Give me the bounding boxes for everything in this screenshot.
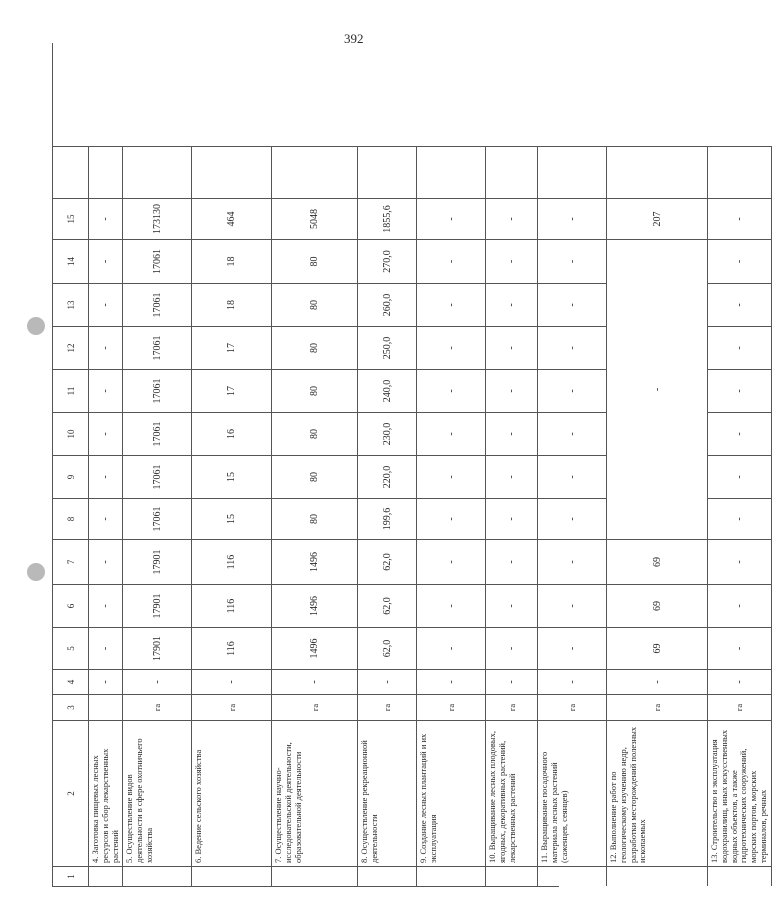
value-cell: 15 — [192, 455, 272, 498]
column-header-12: 12 — [53, 326, 89, 369]
value-cell: - — [417, 455, 486, 498]
value-cell: - — [538, 326, 607, 369]
page-number: 392 — [344, 31, 364, 46]
value-cell: - — [89, 584, 123, 627]
value-cell: - — [486, 455, 538, 498]
value-cell: - — [486, 369, 538, 412]
value-cell: 1855,6 — [358, 198, 417, 239]
empty-margin-cell — [538, 146, 607, 198]
punch-hole-bottom — [27, 563, 45, 581]
value-cell: - — [417, 239, 486, 283]
value-cell: 62,0 — [358, 539, 417, 584]
value-cell: - — [417, 326, 486, 369]
value-cell: - — [538, 584, 607, 627]
unit-cell: га — [272, 694, 358, 720]
value-cell: - — [417, 283, 486, 326]
column-header-13: 13 — [53, 283, 89, 326]
value-cell: - — [538, 498, 607, 539]
value-cell: - — [486, 412, 538, 455]
empty-margin-cell — [417, 146, 486, 198]
value-cell: 80 — [272, 498, 358, 539]
value-cell: 80 — [272, 239, 358, 283]
value-cell: - — [708, 369, 772, 412]
activity-name: 10. Выращивание лесных плодовых, ягодных, декоративных растений, лекарственных растений — [486, 720, 538, 866]
value-cell: 69 — [607, 539, 708, 584]
empty-margin-cell — [192, 146, 272, 198]
value-cell: - — [708, 627, 772, 669]
row-index-cell — [538, 866, 607, 886]
column-header-7: 7 — [53, 539, 89, 584]
row-index-cell — [192, 866, 272, 886]
value-cell: 1496 — [272, 584, 358, 627]
activity-name: 12. Выполнение работ по геологическому изучению недр, разработки месторождений полезных ископаемых — [607, 720, 708, 866]
activity-name: 8. Осуществление рекреационной деятельности — [358, 720, 417, 866]
value-cell: - — [417, 369, 486, 412]
value-cell: 17061 — [123, 239, 192, 283]
value-cell: - — [486, 669, 538, 694]
row-index-cell — [358, 866, 417, 886]
value-cell: - — [708, 239, 772, 283]
value-cell: 17061 — [123, 455, 192, 498]
column-header-11: 11 — [53, 369, 89, 412]
value-cell: 15 — [192, 498, 272, 539]
data-table — [52, 43, 768, 887]
value-cell: - — [708, 498, 772, 539]
unit-cell: га — [192, 694, 272, 720]
row-index-cell — [607, 866, 708, 886]
value-cell: 17061 — [123, 369, 192, 412]
unit-cell — [89, 694, 123, 720]
empty-margin-cell — [123, 146, 192, 198]
value-cell: 17901 — [123, 627, 192, 669]
value-cell: 116 — [192, 584, 272, 627]
column-header-15: 15 — [53, 198, 89, 239]
value-cell: - — [89, 627, 123, 669]
unit-cell: га — [708, 694, 772, 720]
empty-margin-cell — [708, 146, 772, 198]
value-cell: - — [708, 455, 772, 498]
value-cell: - — [708, 539, 772, 584]
value-cell: - — [417, 627, 486, 669]
value-cell: - — [89, 669, 123, 694]
merged-value-cell: - — [607, 239, 708, 539]
value-cell: - — [538, 669, 607, 694]
value-cell: - — [486, 239, 538, 283]
value-cell: - — [538, 412, 607, 455]
unit-cell: га — [417, 694, 486, 720]
column-header-10: 10 — [53, 412, 89, 455]
activity-name: 7. Осуществление научно-исследовательской деятельности, образовательной деятельности — [272, 720, 358, 866]
value-cell: 80 — [272, 455, 358, 498]
unit-cell: га — [486, 694, 538, 720]
unit-cell: га — [538, 694, 607, 720]
activity-name: 5. Осуществление видов деятельности в сфере охотничьего хозяйства — [123, 720, 192, 866]
unit-cell: га — [607, 694, 708, 720]
activity-name: 6. Ведение сельского хозяйства — [192, 720, 272, 866]
value-cell: 270,0 — [358, 239, 417, 283]
rotated-table-scan — [52, 44, 768, 887]
value-cell: 17061 — [123, 326, 192, 369]
value-cell: 230,0 — [358, 412, 417, 455]
value-cell: - — [538, 239, 607, 283]
activity-name: 4. Заготовка пищевых лесных ресурсов и сбор лекарственных растений — [89, 720, 123, 866]
value-cell: - — [708, 326, 772, 369]
value-cell: 199,6 — [358, 498, 417, 539]
row-index-cell — [272, 866, 358, 886]
value-cell: 240,0 — [358, 369, 417, 412]
value-cell: - — [486, 326, 538, 369]
value-cell: - — [89, 539, 123, 584]
value-cell: 62,0 — [358, 584, 417, 627]
value-cell: - — [417, 539, 486, 584]
activity-name: 13. Строительство и эксплуатация водохранилищ, иных искусственных водных объектов, а также гидротехнических сооружений, морских портов, морских терминалов, речных — [708, 720, 772, 866]
row-index-cell — [417, 866, 486, 886]
value-cell: - — [123, 669, 192, 694]
value-cell: - — [538, 369, 607, 412]
empty-margin-cell — [486, 146, 538, 198]
value-cell: - — [538, 198, 607, 239]
value-cell: 464 — [192, 198, 272, 239]
value-cell: 220,0 — [358, 455, 417, 498]
value-cell: - — [708, 283, 772, 326]
unit-cell: га — [358, 694, 417, 720]
value-cell: - — [486, 283, 538, 326]
column-header-6: 6 — [53, 584, 89, 627]
value-cell: 80 — [272, 326, 358, 369]
value-cell: - — [538, 539, 607, 584]
value-cell: - — [192, 669, 272, 694]
value-cell: - — [538, 627, 607, 669]
value-cell: 116 — [192, 539, 272, 584]
value-cell: 260,0 — [358, 283, 417, 326]
value-cell: 17061 — [123, 498, 192, 539]
value-cell: - — [486, 539, 538, 584]
empty-margin-cell — [358, 146, 417, 198]
value-cell: 80 — [272, 369, 358, 412]
punch-hole-top — [27, 317, 45, 335]
activity-name: 9. Создание лесных плантаций и их эксплуатация — [417, 720, 486, 866]
value-cell: - — [272, 669, 358, 694]
row-index-cell — [123, 866, 192, 886]
value-cell: - — [89, 239, 123, 283]
column-header-2: 2 — [53, 720, 89, 866]
value-cell: - — [417, 584, 486, 627]
value-cell: - — [538, 455, 607, 498]
value-cell: - — [417, 669, 486, 694]
value-cell: 207 — [607, 198, 708, 239]
value-cell: - — [89, 412, 123, 455]
column-header-8: 8 — [53, 498, 89, 539]
value-cell: - — [486, 198, 538, 239]
value-cell: - — [708, 669, 772, 694]
value-cell: 16 — [192, 412, 272, 455]
value-cell: 173130 — [123, 198, 192, 239]
value-cell: 62,0 — [358, 627, 417, 669]
value-cell: - — [708, 584, 772, 627]
value-cell: - — [358, 669, 417, 694]
column-header-1: 1 — [53, 866, 89, 886]
value-cell: - — [538, 283, 607, 326]
value-cell: - — [607, 669, 708, 694]
value-cell: 116 — [192, 627, 272, 669]
value-cell: 18 — [192, 239, 272, 283]
column-header-9: 9 — [53, 455, 89, 498]
empty-margin-cell — [272, 146, 358, 198]
value-cell: 17901 — [123, 539, 192, 584]
value-cell: 17061 — [123, 283, 192, 326]
row-index-cell — [708, 866, 772, 886]
value-cell: 80 — [272, 283, 358, 326]
value-cell: - — [708, 198, 772, 239]
column-header-14: 14 — [53, 239, 89, 283]
value-cell: 17 — [192, 326, 272, 369]
value-cell: - — [89, 498, 123, 539]
value-cell: - — [486, 584, 538, 627]
column-header-5: 5 — [53, 627, 89, 669]
value-cell: 1496 — [272, 627, 358, 669]
value-cell: - — [89, 326, 123, 369]
row-index-cell — [486, 866, 538, 886]
value-cell: - — [708, 412, 772, 455]
value-cell: - — [486, 498, 538, 539]
value-cell: 80 — [272, 412, 358, 455]
value-cell: - — [89, 283, 123, 326]
column-header-3: 3 — [53, 694, 89, 720]
value-cell: 1496 — [272, 539, 358, 584]
empty-margin-cell — [89, 146, 123, 198]
value-cell: 17 — [192, 369, 272, 412]
value-cell: 69 — [607, 584, 708, 627]
activity-name: 11. Выращивание посадочного материала лесных растений (саженцев, сеянцев) — [538, 720, 607, 866]
value-cell: 69 — [607, 627, 708, 669]
value-cell: - — [89, 369, 123, 412]
value-cell: - — [417, 198, 486, 239]
empty-margin-cell — [53, 146, 89, 198]
value-cell: 18 — [192, 283, 272, 326]
value-cell: - — [417, 412, 486, 455]
column-header-4: 4 — [53, 669, 89, 694]
value-cell: - — [89, 455, 123, 498]
empty-margin-cell — [607, 146, 708, 198]
value-cell: 5048 — [272, 198, 358, 239]
value-cell: 250,0 — [358, 326, 417, 369]
value-cell: 17061 — [123, 412, 192, 455]
unit-cell: га — [123, 694, 192, 720]
value-cell: - — [417, 498, 486, 539]
row-index-cell — [89, 866, 123, 886]
value-cell: - — [486, 627, 538, 669]
value-cell: 17901 — [123, 584, 192, 627]
value-cell: - — [89, 198, 123, 239]
